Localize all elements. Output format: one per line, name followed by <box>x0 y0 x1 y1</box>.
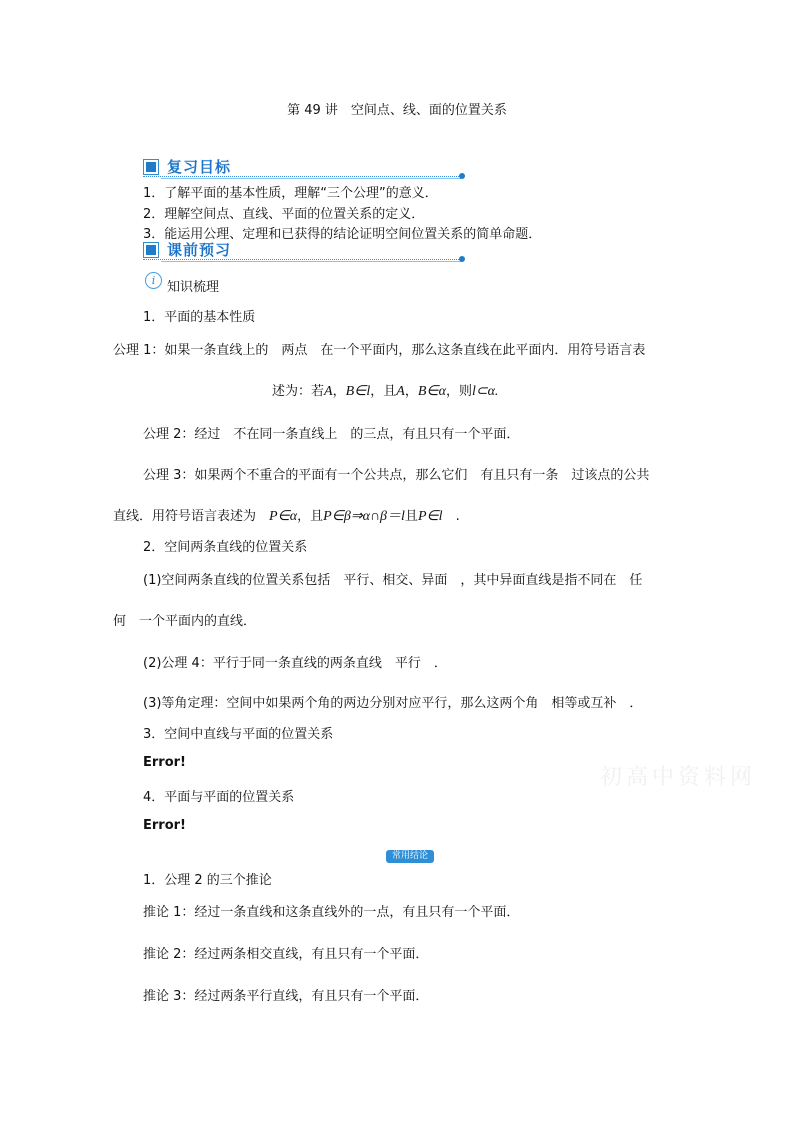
page-title: 第 49 讲 空间点、线、面的位置关系 <box>287 103 507 118</box>
conclusion-item: 推论 1：经过一条直线和这条直线外的一点，有且只有一个平面． <box>143 905 520 920</box>
conclusion-heading: 1．公理 2 的三个推论 <box>143 873 272 888</box>
objective-item: 1．了解平面的基本性质，理解“三个公理”的意义． <box>143 186 438 201</box>
math-run: P∈α <box>269 509 298 524</box>
math-run: A <box>324 384 333 399</box>
square-bullet-icon <box>143 242 159 258</box>
math-run: P∈l <box>417 509 443 524</box>
text-run: 述为：若 <box>272 384 325 399</box>
section-title-preview: 课前预习 <box>167 241 232 259</box>
text-run: ， <box>404 384 418 399</box>
section-divider <box>161 178 461 179</box>
text-run: ， <box>332 384 346 399</box>
heading-basic-properties: 1．平面的基本性质 <box>143 310 256 325</box>
objective-item: 2．理解空间点、直线、平面的位置关系的定义． <box>143 207 425 222</box>
error-text: Error! <box>143 755 186 770</box>
axiom1-line2 <box>272 380 498 400</box>
text-run: . <box>442 509 460 524</box>
text-run: 且 <box>404 509 418 524</box>
axiom1-line1: 公理 1：如果一条直线上的 两点 在一个平面内，那么这条直线在此平面内．用符号语言表 <box>113 343 646 358</box>
axiom3-line1: 公理 3：如果两个不重合的平面有一个公共点，那么它们 有且只有一条 过该点的公共 <box>143 468 650 483</box>
conclusion-item: 推论 3：经过两条平行直线，有且只有一个平面． <box>143 989 429 1004</box>
math-run: A <box>396 384 405 399</box>
knowledge-info-icon: i <box>145 272 162 289</box>
math-run: P∈β⇒α∩β＝l <box>323 509 405 524</box>
math-run: B∈l <box>345 384 371 399</box>
heading-line-plane: 3．空间中直线与平面的位置关系 <box>143 727 334 742</box>
knowledge-label: 知识梳理 <box>167 280 220 295</box>
divider-end-dot-icon <box>459 256 465 262</box>
text-run: ，则 <box>445 384 472 399</box>
math-run: B∈α <box>417 384 446 399</box>
axiom3-line2 <box>113 505 460 525</box>
heading-line-relations: 2．空间两条直线的位置关系 <box>143 540 308 555</box>
conclusion-item: 推论 2：经过两条相交直线，有且只有一个平面． <box>143 947 429 962</box>
para2: (2)公理 4：平行于同一条直线的两条直线 平行 ． <box>143 656 447 671</box>
section-divider-dotted <box>143 259 461 260</box>
divider-end-dot-icon <box>459 173 465 179</box>
heading-plane-plane: 4．平面与平面的位置关系 <box>143 790 295 805</box>
math-run: l⊂α. <box>471 384 499 399</box>
para1-line2: 何 一个平面内的直线． <box>113 614 257 629</box>
objective-item: 3．能运用公理、定理和已获得的结论证明空间位置关系的简单命题． <box>143 227 542 242</box>
para1-line1: (1)空间两条直线的位置关系包括 平行、相交、异面 ，其中异面直线是指不同在 任 <box>143 573 643 588</box>
text-run: ，且 <box>370 384 397 399</box>
square-bullet-icon <box>143 159 159 175</box>
watermark: 初高中资料网 <box>600 765 757 790</box>
section-divider <box>161 261 461 262</box>
text-run: ，且 <box>297 509 324 524</box>
error-text: Error! <box>143 818 186 833</box>
para3: (3)等角定理：空间中如果两个角的两边分别对应平行，那么这两个角 相等或互补 ． <box>143 696 643 711</box>
section-divider-dotted <box>143 176 461 177</box>
axiom2: 公理 2：经过 不在同一条直线上 的三点，有且只有一个平面． <box>143 427 520 442</box>
section-title-goals: 复习目标 <box>167 158 232 176</box>
text-run: 直线．用符号语言表述为 <box>113 509 270 524</box>
common-conclusion-badge: 常用结论 <box>386 850 434 863</box>
